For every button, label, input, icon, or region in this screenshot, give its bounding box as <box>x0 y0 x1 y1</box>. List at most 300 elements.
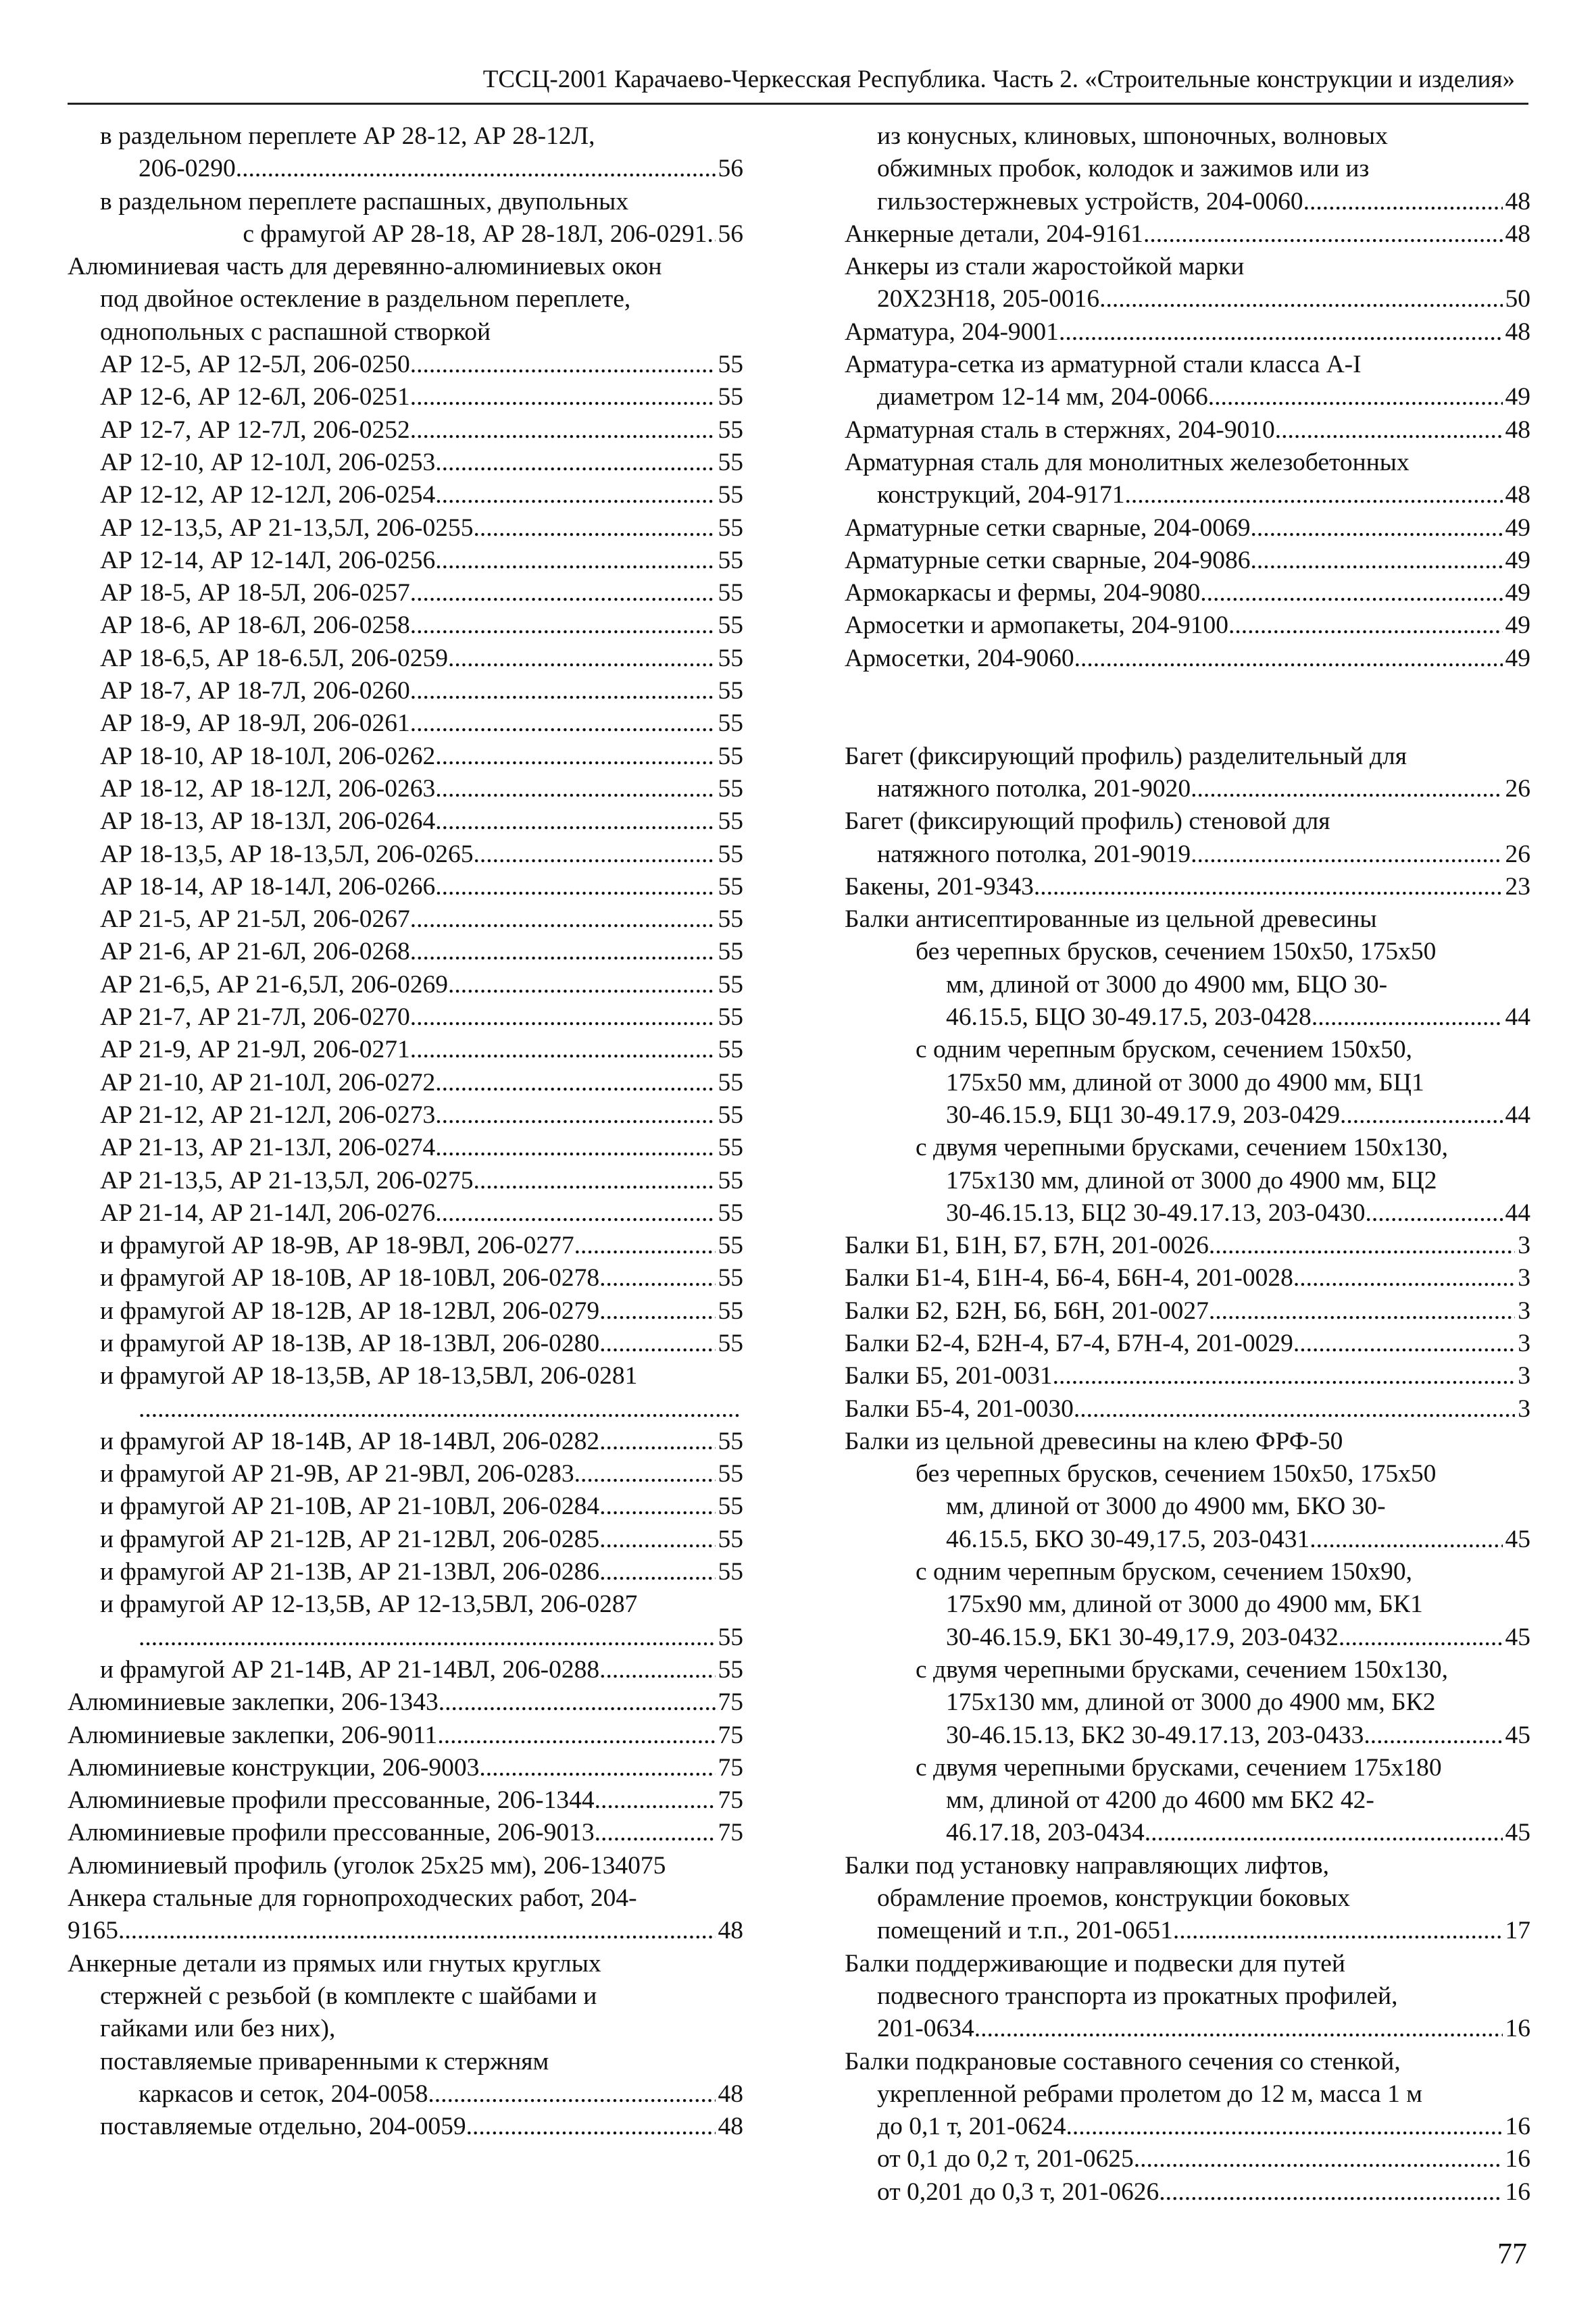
index-entry-line <box>68 1980 743 2013</box>
index-entry <box>845 871 1530 903</box>
dot-leader <box>435 805 715 838</box>
entry-text: Арматурная сталь для монолитных железобетонных <box>845 448 1410 476</box>
dot-leader <box>435 447 715 479</box>
index-entry-line <box>68 1197 743 1230</box>
index-entry-line <box>68 1588 743 1621</box>
index-entry-line <box>845 545 1530 577</box>
index-entry-line <box>68 1001 743 1034</box>
dot-leader <box>1159 2176 1502 2209</box>
entry-text: 46.15.5, БКО 30-49,17.5, 203-0431 <box>946 1525 1310 1553</box>
index-entry-line <box>845 1654 1530 1686</box>
index-entry-line <box>845 479 1530 511</box>
dot-leader <box>448 643 715 675</box>
index-entry-line <box>68 251 743 283</box>
dot-leader <box>428 2078 715 2111</box>
page-ref: 48 <box>1505 481 1530 509</box>
index-entry-line <box>68 447 743 479</box>
dot-leader <box>435 773 715 805</box>
index-entry <box>845 609 1530 642</box>
index-entry-line <box>68 936 743 968</box>
entry-text: Арматура, 204-9001 <box>845 318 1059 346</box>
index-entry-line <box>68 1948 743 1980</box>
dot-leader <box>410 414 716 447</box>
index-entry-line <box>845 1262 1530 1294</box>
index-entry <box>68 1458 743 1490</box>
dot-leader <box>1275 414 1503 447</box>
page-ref: 48 <box>1505 416 1530 444</box>
index-entry <box>68 609 743 642</box>
entry-text: Балки Б1, Б1Н, Б7, Б7Н, 201-0026 <box>845 1232 1209 1260</box>
index-entry <box>845 1752 1530 1850</box>
entry-text: диаметром 12-14 мм, 204-0066 <box>877 383 1208 411</box>
entry-text: мм, длиной от 4200 до 4600 мм БК2 42- <box>946 1786 1374 1815</box>
index-entry <box>68 805 743 838</box>
page-ref: 16 <box>1505 2015 1530 2043</box>
page-ref: 45 <box>1505 1819 1530 1847</box>
index-entry-line <box>845 2013 1530 2045</box>
entry-text: АР 12-10, АР 12-10Л, 206-0253 <box>100 448 436 476</box>
index-entry-line <box>68 871 743 903</box>
index-entry <box>68 2111 743 2143</box>
entry-text: 175х130 мм, длиной от 3000 до 4900 мм, БК2 <box>946 1688 1436 1717</box>
entry-text: с двумя черепными брусками, сечением 150х130, <box>916 1134 1448 1162</box>
dot-leader <box>1208 381 1503 413</box>
index-entry <box>845 1034 1530 1132</box>
page-ref: 44 <box>1505 1101 1530 1129</box>
index-entry <box>68 349 743 381</box>
index-entry-line <box>68 707 743 740</box>
index-entry <box>68 1165 743 1197</box>
entry-text: 9165 <box>68 1917 118 1945</box>
index-entry <box>68 1752 743 1784</box>
index-entry-line <box>845 1719 1530 1752</box>
index-entry-line <box>68 186 743 218</box>
index-entry <box>845 740 1530 806</box>
index-entry-line <box>845 283 1530 316</box>
entry-text: Алюминиевые профили прессованные, 206-9013 <box>68 1819 595 1847</box>
dot-leader <box>435 1067 715 1099</box>
dot-leader <box>410 903 716 936</box>
dot-leader <box>479 1752 715 1784</box>
index-entry <box>845 2143 1530 2175</box>
index-entry <box>68 936 743 968</box>
index-entry <box>68 2046 743 2111</box>
index-entry-line <box>68 1230 743 1262</box>
entry-text: с двумя черепными брусками, сечением 150х130, <box>916 1655 1448 1684</box>
index-entry <box>68 186 743 251</box>
index-entry-line <box>68 1882 743 1915</box>
page-ref: 55 <box>718 1525 743 1553</box>
index-entry-line <box>845 1556 1530 1588</box>
index-entry-line <box>845 2111 1530 2143</box>
dot-leader <box>1364 1719 1502 1752</box>
dot-leader <box>1173 1915 1503 1947</box>
entry-text: АР 18-14, АР 18-14Л, 206-0266 <box>100 872 436 901</box>
index-entry-line <box>68 1654 743 1686</box>
index-entry <box>845 2176 1530 2209</box>
index-entry-line <box>68 2046 743 2078</box>
index-entry <box>68 1230 743 1262</box>
dot-leader <box>474 838 716 871</box>
index-entry <box>68 577 743 609</box>
index-entry <box>68 1556 743 1588</box>
index-entry-line <box>845 1328 1530 1360</box>
index-entry-line <box>68 1524 743 1556</box>
index-entry-line <box>845 1001 1530 1034</box>
dot-leader <box>410 707 716 740</box>
dot-leader <box>1059 316 1503 349</box>
index-entry-line <box>68 1490 743 1523</box>
page-ref: 55 <box>718 1166 743 1194</box>
page-ref: 55 <box>718 546 743 574</box>
page-ref: 75 <box>718 1786 743 1815</box>
page-ref: 55 <box>718 1297 743 1325</box>
entry-text: натяжного потолка, 201-9019 <box>877 840 1191 868</box>
index-entry <box>845 447 1530 512</box>
index-entry-line <box>68 740 743 773</box>
page-ref: 49 <box>1505 513 1530 542</box>
entry-text: и фрамугой АР 18-13,5В, АР 18-13,5ВЛ, 206-0281 <box>100 1362 638 1390</box>
index-entry <box>68 120 743 186</box>
index-entry <box>845 120 1530 218</box>
index-entry-line <box>845 1230 1530 1262</box>
entry-text: 206-0290 <box>139 155 236 183</box>
entry-text: Арматурные сетки сварные, 204-0069 <box>845 513 1251 542</box>
entry-text: однопольных с распашной створкой <box>100 318 491 346</box>
index-entry-line <box>68 1099 743 1132</box>
entry-text: Балки антисептированные из цельной древесины <box>845 905 1377 934</box>
index-entry <box>68 1295 743 1328</box>
index-entry <box>845 1295 1530 1328</box>
entry-text: и фрамугой АР 18-12В, АР 18-12ВЛ, 206-0279 <box>100 1297 600 1325</box>
dot-leader <box>595 1784 716 1817</box>
index-entry-line <box>845 1393 1530 1426</box>
page-ref: 55 <box>718 774 743 803</box>
entry-text: 46.15.5, БЦО 30-49.17.5, 203-0428 <box>946 1003 1312 1032</box>
index-entry-line <box>68 120 743 153</box>
entry-text: Армосетки и армопакеты, 204-9100 <box>845 611 1228 640</box>
entry-text: Балки Б5-4, 201-0030 <box>845 1394 1074 1423</box>
index-entry-line <box>845 1360 1530 1392</box>
index-entry-line <box>845 2046 1530 2078</box>
dot-leader <box>1074 1393 1515 1426</box>
dot-leader <box>437 1719 715 1752</box>
entry-text: Арматурные сетки сварные, 204-9086 <box>845 546 1251 574</box>
page-ref: 3 <box>1518 1394 1530 1423</box>
index-entry <box>68 1850 743 1882</box>
index-entry <box>845 1360 1530 1392</box>
entry-text: АР 21-9, АР 21-9Л, 206-0271 <box>100 1036 410 1064</box>
index-entry <box>68 545 743 577</box>
dot-leader <box>236 153 716 185</box>
entry-text: помещений и т.п., 201-0651 <box>877 1917 1173 1945</box>
index-entry <box>68 251 743 349</box>
dot-leader <box>1228 609 1503 642</box>
index-entry <box>845 1948 1530 2046</box>
index-entry <box>845 1230 1530 1262</box>
page-ref: 45 <box>1505 1721 1530 1749</box>
dot-leader <box>1251 545 1503 577</box>
index-entry-line <box>845 1197 1530 1230</box>
entry-text: Багет (фиксирующий профиль) разделительный для <box>845 742 1407 770</box>
index-entry-line <box>845 1067 1530 1099</box>
entry-text: Армокаркасы и фермы, 204-9080 <box>845 579 1201 607</box>
index-entry-line <box>68 1067 743 1099</box>
page-ref: 55 <box>718 416 743 444</box>
dot-leader <box>139 1393 741 1426</box>
page-ref: 55 <box>718 1264 743 1292</box>
dot-leader <box>1145 1817 1503 1849</box>
dot-leader <box>1209 1295 1515 1328</box>
index-entry-line <box>845 1099 1530 1132</box>
index-entry-line <box>68 2078 743 2111</box>
index-entry-line <box>845 186 1530 218</box>
index-entry-line <box>68 1393 743 1426</box>
dot-leader <box>599 1262 715 1294</box>
index-entry-line <box>68 283 743 316</box>
entry-text: обжимных пробок, колодок и зажимов или из <box>877 155 1370 183</box>
index-entry-line <box>845 1165 1530 1197</box>
index-entry-line <box>68 1719 743 1752</box>
index-entry-line <box>845 1295 1530 1328</box>
entry-text: Балки под установку направляющих лифтов, <box>845 1851 1330 1880</box>
dot-leader <box>410 1034 716 1066</box>
index-entry <box>845 2111 1530 2143</box>
index-entry <box>68 479 743 511</box>
page-ref: 75 <box>718 1819 743 1847</box>
dot-leader <box>574 1230 716 1262</box>
dot-leader <box>435 1197 715 1230</box>
index-entry <box>68 1882 743 1948</box>
page-ref: 3 <box>1518 1297 1530 1325</box>
dot-leader <box>1340 1099 1503 1132</box>
index-entry-line <box>845 381 1530 413</box>
index-entry <box>845 512 1530 545</box>
dot-leader <box>1143 218 1503 251</box>
entry-text: Балки подкрановые составного сечения со стенкой, <box>845 2047 1401 2076</box>
dot-leader <box>574 1458 716 1490</box>
index-entry <box>68 1719 743 1752</box>
page-ref: 49 <box>1505 579 1530 607</box>
index-entry <box>845 545 1530 577</box>
index-entry-line <box>68 512 743 545</box>
page-ref: 49 <box>1505 383 1530 411</box>
entry-text: Арматурная сталь в стержнях, 204-9010 <box>845 416 1275 444</box>
dot-leader <box>439 1686 716 1719</box>
entry-text: АР 18-12, АР 18-12Л, 206-0263 <box>100 774 436 803</box>
entry-text: 30-46.15.9, БК1 30-49,17.9, 203-0432 <box>946 1623 1339 1651</box>
index-entry <box>845 643 1530 675</box>
index-entry-line <box>845 936 1530 968</box>
entry-text: АР 18-6, АР 18-6Л, 206-0258 <box>100 611 410 640</box>
entry-text: Алюминиевые заклепки, 206-1343 <box>68 1688 439 1717</box>
entry-text: АР 21-12, АР 21-12Л, 206-0273 <box>100 1101 436 1129</box>
index-entry <box>68 1686 743 1719</box>
entry-text: и фрамугой АР 21-10В, АР 21-10ВЛ, 206-0284 <box>100 1492 600 1521</box>
page-ref: 55 <box>718 840 743 868</box>
page-ref: 55 <box>718 513 743 542</box>
index-entry <box>845 805 1530 871</box>
index-entry-line <box>68 1165 743 1197</box>
index-entry-line <box>845 1621 1530 1654</box>
index-entry-line <box>845 1850 1530 1882</box>
entry-text: АР 18-5, АР 18-5Л, 206-0257 <box>100 579 410 607</box>
dot-leader <box>599 1328 715 1360</box>
entry-text: Балки Б2-4, Б2Н-4, Б7-4, Б7Н-4, 201-0029 <box>845 1329 1293 1357</box>
entry-text: Анкеры из стали жаростойкой марки <box>845 253 1245 281</box>
dot-leader <box>410 349 716 381</box>
entry-text: без черепных брусков, сечением 150х50, 175х50 <box>916 938 1437 966</box>
index-entry-line <box>68 969 743 1001</box>
dot-leader <box>1200 577 1502 609</box>
entry-text: подвесного транспорта из прокатных профилей, <box>877 1982 1398 2010</box>
dot-leader <box>1099 283 1502 316</box>
page-ref: 45 <box>1505 1525 1530 1553</box>
page-ref: 55 <box>718 1460 743 1488</box>
index-entry-line <box>845 349 1530 381</box>
index-entry-line <box>845 2078 1530 2111</box>
entry-text: АР 12-12, АР 12-12Л, 206-0254 <box>100 481 436 509</box>
index-entry-line <box>845 1458 1530 1490</box>
page-ref: 16 <box>1505 2178 1530 2206</box>
entry-text: Алюминиевые конструкции, 206-9003 <box>68 1753 480 1782</box>
entry-text: 30-46.15.9, БЦ1 30-49.17.9, 203-0429 <box>946 1101 1340 1129</box>
entry-text: АР 18-13, АР 18-13Л, 206-0264 <box>100 807 436 836</box>
index-entry <box>68 903 743 936</box>
index-entry <box>68 447 743 479</box>
index-entry-line <box>68 1295 743 1328</box>
entry-text: от 0,201 до 0,3 т, 201-0626 <box>877 2178 1159 2206</box>
entry-text: обрамление проемов, конструкции боковых <box>877 1884 1351 1913</box>
index-entry <box>68 643 743 675</box>
page-ref: 55 <box>718 1199 743 1227</box>
entry-text: Анкерные детали, 204-9161 <box>845 220 1143 248</box>
index-entry <box>845 1458 1530 1556</box>
page-ref: 48 <box>1505 220 1530 248</box>
page-ref: 55 <box>718 579 743 607</box>
index-entry-line <box>845 969 1530 1001</box>
index-entry-line <box>845 316 1530 349</box>
index-entry <box>68 1360 743 1426</box>
page-ref: 49 <box>1505 611 1530 640</box>
page-ref: 55 <box>718 807 743 836</box>
entry-text: поставляемые приваренными к стержням <box>100 2047 549 2076</box>
page-ref: 55 <box>718 1558 743 1586</box>
entry-text: в раздельном переплете распашных, двупольных <box>100 187 629 216</box>
index-entry <box>845 414 1530 447</box>
entry-text: АР 12-6, АР 12-6Л, 206-0251 <box>100 383 410 411</box>
dot-leader <box>1066 2111 1503 2143</box>
page-ref: 55 <box>718 1068 743 1097</box>
index-entry <box>845 1556 1530 1654</box>
entry-text: 175х50 мм, длиной от 3000 до 4900 мм, БЦ1 <box>946 1068 1424 1097</box>
page-ref: 26 <box>1505 774 1530 803</box>
index-entry <box>68 740 743 773</box>
index-entry <box>68 1099 743 1132</box>
entry-text: с одним черепным бруском, сечением 150х90, <box>916 1558 1412 1586</box>
index-entry <box>845 251 1530 316</box>
entry-text: Алюминиевая часть для деревянно-алюминиевых окон <box>68 253 662 281</box>
index-entry-line <box>68 1915 743 1947</box>
page-ref: 55 <box>718 1101 743 1129</box>
index-entry-line <box>68 1752 743 1784</box>
index-entry <box>68 773 743 805</box>
index-entry <box>845 316 1530 349</box>
dot-leader <box>1293 1328 1515 1360</box>
index-entry-line <box>845 773 1530 805</box>
index-entry <box>68 969 743 1001</box>
entry-text: без черепных брусков, сечением 150х50, 175х50 <box>916 1460 1437 1488</box>
index-entry-line <box>68 1034 743 1066</box>
page-ref: 49 <box>1505 644 1530 672</box>
entry-text: стержней с резьбой (в комплекте с шайбами и <box>100 1982 597 2010</box>
dot-leader <box>1293 1262 1515 1294</box>
page-ref: 55 <box>718 709 743 738</box>
dot-leader <box>410 577 716 609</box>
entry-text: 175х130 мм, длиной от 3000 до 4900 мм, БЦ2 <box>946 1166 1437 1194</box>
entry-text: с фрамугой АР 28-18, АР 28-18Л, 206-0291 <box>243 220 707 248</box>
index-entry-line <box>845 903 1530 936</box>
entry-text: и фрамугой АР 18-9В, АР 18-9ВЛ, 206-0277 <box>100 1232 574 1260</box>
entry-text: Балки из цельной древесины на клею ФРФ-50 <box>845 1427 1343 1455</box>
index-entry-line <box>845 1132 1530 1164</box>
dot-leader <box>139 1621 716 1654</box>
entry-text: Балки Б5, 201-0031 <box>845 1362 1053 1390</box>
index-entry-line <box>845 805 1530 838</box>
index-entry-line <box>68 479 743 511</box>
page-ref: 75 <box>718 1753 743 1782</box>
page-ref: 48 <box>718 2080 743 2108</box>
index-entry-line <box>845 2143 1530 2175</box>
entry-text: АР 18-9, АР 18-9Л, 206-0261 <box>100 709 410 738</box>
index-entry <box>68 1784 743 1817</box>
index-entry-line <box>68 545 743 577</box>
entry-text: АР 21-14, АР 21-14Л, 206-0276 <box>100 1199 436 1227</box>
page-ref: 48 <box>718 1917 743 1945</box>
entry-text: с одним черепным бруском, сечением 150х50, <box>916 1036 1412 1064</box>
entry-text: 46.17.18, 203-0434 <box>946 1819 1145 1847</box>
index-entry <box>68 1034 743 1066</box>
page-ref: 48 <box>1505 187 1530 216</box>
page-ref: 55 <box>718 1036 743 1064</box>
index-entry-line <box>845 1686 1530 1719</box>
index-entry-line <box>845 643 1530 675</box>
entry-text: до 0,1 т, 201-0624 <box>877 2113 1066 2141</box>
dot-leader <box>974 2013 1503 2045</box>
index-entry <box>68 1817 743 1849</box>
entry-text: и фрамугой АР 18-10В, АР 18-10ВЛ, 206-0278 <box>100 1264 600 1292</box>
index-entry <box>68 1490 743 1523</box>
dot-leader <box>466 2111 716 2143</box>
index-entry-line <box>845 1915 1530 1947</box>
entry-text: укрепленной ребрами пролетом до 12 м, масса 1 м <box>877 2080 1422 2108</box>
page-ref: 55 <box>718 383 743 411</box>
dot-leader <box>1134 2143 1503 2175</box>
entry-text: 20Х23Н18, 205-0016 <box>877 285 1100 313</box>
dot-leader <box>118 1915 716 1947</box>
index-entry-line <box>68 1262 743 1294</box>
entry-text: и фрамугой АР 21-14В, АР 21-14ВЛ, 206-0288 <box>100 1655 600 1684</box>
index-entry-line <box>68 805 743 838</box>
index-entry-line <box>68 2111 743 2143</box>
index-entry-line <box>845 1784 1530 1817</box>
dot-leader <box>599 1556 715 1588</box>
dot-leader <box>707 218 716 251</box>
page-ref: 55 <box>718 611 743 640</box>
entry-text: Алюминиевый профиль (уголок 25х25 мм), 206-134075 <box>68 1851 666 1880</box>
index-entry <box>68 1067 743 1099</box>
index-entry <box>845 1850 1530 1948</box>
